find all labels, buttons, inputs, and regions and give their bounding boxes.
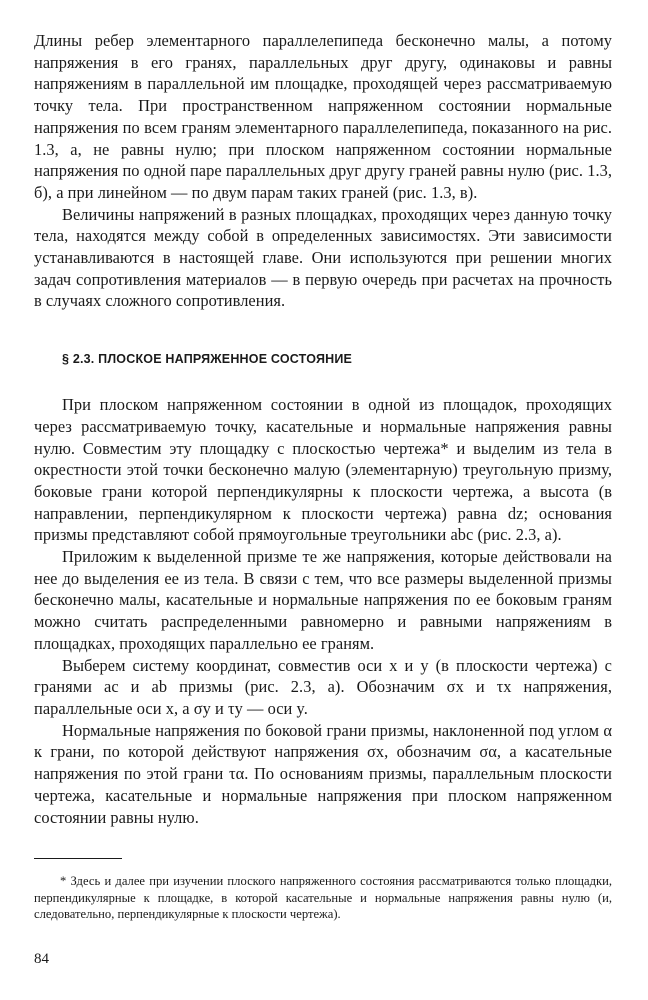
paragraph-5: Выберем систему координат, совместив оси x и y (в плоскости чертежа) с гранями ac и ab призмы (рис. 2.3, а). Обозначим σx и τx напряжения, параллельные оси x, а σy и τy — оси y. bbox=[34, 655, 612, 718]
page-number: 84 bbox=[34, 951, 49, 967]
paragraph-4: Приложим к выделенной призме те же напряжения, которые действовали на нее до выделения ее из тела. В связи с тем, что все размеры выделенной призмы бесконечно малы, касательные и нормальные напряжения по ее боковым граням можно считать распределенными равномерно и равными напряжениям в площадках, проходящих параллельно ее граням. bbox=[34, 547, 612, 653]
paragraph-1: Длины ребер элементарного параллелепипеда бесконечно малы, а потому напряжения в его гранях, параллельных друг другу, одинаковы и равны напряжениям в параллельной им площадке, проходящей через рассматриваемую точку тела. При пространственном напряженном состоянии нормальные напряжения по всем граням элементарного параллелепипеда, показанного на рис. 1.3, а, не равны нулю; при плоском напряженном состоянии нормальные напряжения по одной паре параллельных друг другу граней равны нулю (рис. 1.3, б), а при линейном — по двум парам таких граней (рис. 1.3, в). bbox=[34, 31, 612, 202]
footnote-divider bbox=[34, 858, 122, 859]
page-body bbox=[34, 30, 612, 935]
paragraph-3: При плоском напряженном состоянии в одной из площадок, проходящих через рассматриваемую точку, касательные и нормальные напряжения равны нулю. Совместим эту площадку с плоскостью чертежа* и выделим из тела в окрестности этой точки бесконечно малую (элементарную) треугольную призму, боковые грани которой перпендикулярны к плоскости чертежа, а высота (в направлении, перпендикулярном к плоскости чертежа) равна dz; основания призмы представляют собой прямоугольные треугольники abc (рис. 2.3, а). bbox=[34, 395, 612, 545]
paragraph-2: Величины напряжений в разных площадках, проходящих через данную точку тела, находятся между собой в определенных зависимостях. Эти зависимости устанавливаются в настоящей главе. Они используются при решении многих задач сопротивления материалов — в первую очередь при расчетах на прочность в случаях сложного сопротивления. bbox=[34, 204, 612, 311]
paragraph-6: Нормальные напряжения по боковой грани призмы, наклоненной под углом α к грани, по которой действуют напряжения σx, обозначим σα, а касательные напряжения по этой грани τα. По основаниям призмы, параллельным плоскости чертежа, касательные и нормальные напряжения при плоском напряженном состоянии равны нулю. bbox=[34, 720, 612, 827]
footnote: * Здесь и далее при изучении плоского напряженного состояния рассматриваются только площадки, перпендикулярные к площадке, в которой касательные и нормальные напряжения равны нулю (и, следовательно, перпендикулярные к плоскости чертежа). bbox=[34, 874, 612, 922]
section-heading: § 2.3. ПЛОСКОЕ НАПРЯЖЕННОЕ СОСТОЯНИЕ bbox=[62, 352, 353, 367]
